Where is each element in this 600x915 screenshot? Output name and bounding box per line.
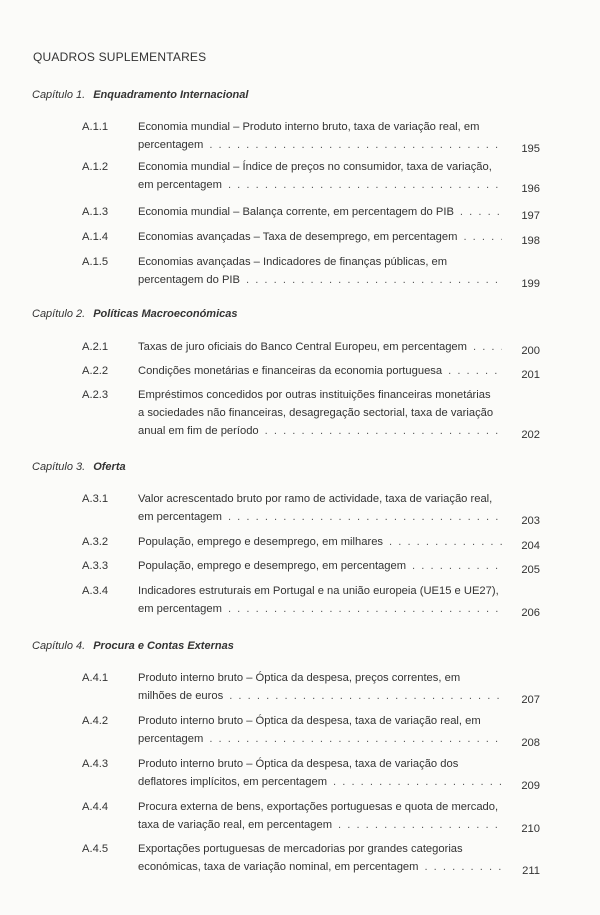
entry-code: A.4.2 <box>82 715 109 727</box>
entry-title-line: percentagem do PIB <box>138 274 240 286</box>
page-number: 200 <box>521 345 540 357</box>
entry-title-line: Economia mundial – Balança corrente, em percentagem do PIB <box>138 206 454 218</box>
entry-title-line: taxa de variação real, em percentagem <box>138 819 333 831</box>
dot-leader <box>259 422 502 440</box>
entry-title-line: a sociedades não financeiras, desagregação sectorial, taxa de variação <box>138 407 494 419</box>
page-number: 195 <box>521 143 540 155</box>
entry-title-line: percentagem <box>138 139 204 151</box>
dot-leader <box>383 533 502 551</box>
entry-title-line: Produto interno bruto – Óptica da despesa, preços correntes, em <box>138 672 461 684</box>
chapter-number: Capítulo 4. <box>32 640 86 652</box>
page-number: 201 <box>521 369 540 381</box>
chapter-title: Enquadramento Internacional <box>93 89 249 101</box>
entry-title-line: anual em fim de período <box>138 425 259 437</box>
dot-leader <box>327 773 502 791</box>
entry-title-line: deflatores implícitos, em percentagem <box>138 776 328 788</box>
dot-leader <box>467 338 502 356</box>
page-number: 202 <box>521 429 540 441</box>
entry-code: A.4.3 <box>82 758 109 770</box>
entry-title-line: em percentagem <box>138 511 222 523</box>
entry-code: A.1.1 <box>82 121 109 133</box>
entry-code: A.2.3 <box>82 389 109 401</box>
page-heading: QUADROS SUPLEMENTARES <box>33 50 207 64</box>
entry-title-line: em percentagem <box>138 603 222 615</box>
entry-code: A.4.1 <box>82 672 109 684</box>
entry-title-line: percentagem <box>138 733 204 745</box>
page-number: 207 <box>521 694 540 706</box>
page-number: 197 <box>521 210 540 222</box>
entry-title-line: Economia mundial – Índice de preços no consumidor, taxa de variação, <box>138 161 492 173</box>
entry-code: A.1.2 <box>82 161 109 173</box>
chapter-title: Procura e Contas Externas <box>93 640 234 652</box>
entry-code: A.4.5 <box>82 843 109 855</box>
entry-code: A.1.3 <box>82 206 109 218</box>
dot-leader <box>203 136 502 154</box>
chapter-title: Políticas Macroeconómicas <box>93 308 238 320</box>
dot-leader <box>442 362 502 380</box>
dot-leader <box>457 228 502 246</box>
chapter-title: Oferta <box>93 461 126 473</box>
entry-title-line: Produto interno bruto – Óptica da despesa, taxa de variação real, em <box>138 715 481 727</box>
entry-code: A.1.4 <box>82 231 109 243</box>
page-number: 211 <box>522 865 540 877</box>
page-number: 203 <box>521 515 540 527</box>
dot-leader <box>203 730 502 748</box>
page-number: 196 <box>521 183 540 195</box>
dot-leader <box>454 203 502 221</box>
entry-title-line: económicas, taxa de variação nominal, em percentagem <box>138 861 419 873</box>
page-number: 208 <box>521 737 540 749</box>
entry-code: A.3.1 <box>82 493 109 505</box>
dot-leader <box>223 687 502 705</box>
entry-code: A.4.4 <box>82 801 109 813</box>
entry-title-line: Indicadores estruturais em Portugal e na união europeia (UE15 e UE27), <box>138 585 499 597</box>
entry-title-line: Economias avançadas – Taxa de desemprego, em percentagem <box>138 231 458 243</box>
dot-leader <box>240 271 502 289</box>
chapter-number: Capítulo 3. <box>32 461 86 473</box>
entry-code: A.3.4 <box>82 585 109 597</box>
entry-title-line: milhões de euros <box>138 690 224 702</box>
dot-leader <box>222 176 502 194</box>
page-number: 209 <box>521 780 540 792</box>
entry-title-line: Exportações portuguesas de mercadorias por grandes categorias <box>138 843 463 855</box>
entry-title-line: Valor acrescentado bruto por ramo de actividade, taxa de variação real, <box>138 493 493 505</box>
chapter-heading <box>32 461 126 473</box>
page-number: 204 <box>521 540 540 552</box>
chapter-number: Capítulo 1. <box>32 89 86 101</box>
entry-code: A.3.3 <box>82 560 109 572</box>
page-number: 206 <box>521 607 540 619</box>
entry-code: A.2.1 <box>82 341 109 353</box>
chapter-heading <box>32 89 248 101</box>
entry-title-line: em percentagem <box>138 179 222 191</box>
entry-title-line: Taxas de juro oficiais do Banco Central Europeu, em percentagem <box>138 341 467 353</box>
dot-leader <box>418 858 502 876</box>
page-number: 199 <box>521 278 540 290</box>
entry-title-line: Condições monetárias e financeiras da economia portuguesa <box>138 365 443 377</box>
entry-code: A.1.5 <box>82 256 109 268</box>
entry-code: A.2.2 <box>82 365 109 377</box>
dot-leader <box>406 557 502 575</box>
chapter-heading <box>32 640 234 652</box>
entry-title-line: Produto interno bruto – Óptica da despesa, taxa de variação dos <box>138 758 459 770</box>
entry-title-line: População, emprego e desemprego, em milhares <box>138 536 384 548</box>
page-number: 210 <box>521 823 540 835</box>
entry-title-line: Economia mundial – Produto interno bruto, taxa de variação real, em <box>138 121 480 133</box>
dot-leader <box>332 816 502 834</box>
entry-title-line: Empréstimos concedidos por outras instituições financeiras monetárias <box>138 389 491 401</box>
chapter-number: Capítulo 2. <box>32 308 86 320</box>
entry-title-line: Economias avançadas – Indicadores de finanças públicas, em <box>138 256 448 268</box>
entry-title-line: Procura externa de bens, exportações portuguesas e quota de mercado, <box>138 801 499 813</box>
page-number: 198 <box>521 235 540 247</box>
entry-code: A.3.2 <box>82 536 109 548</box>
dot-leader <box>222 600 502 618</box>
page-number: 205 <box>521 564 540 576</box>
chapter-heading <box>32 308 237 320</box>
entry-title-line: População, emprego e desemprego, em percentagem <box>138 560 407 572</box>
dot-leader <box>222 508 502 526</box>
